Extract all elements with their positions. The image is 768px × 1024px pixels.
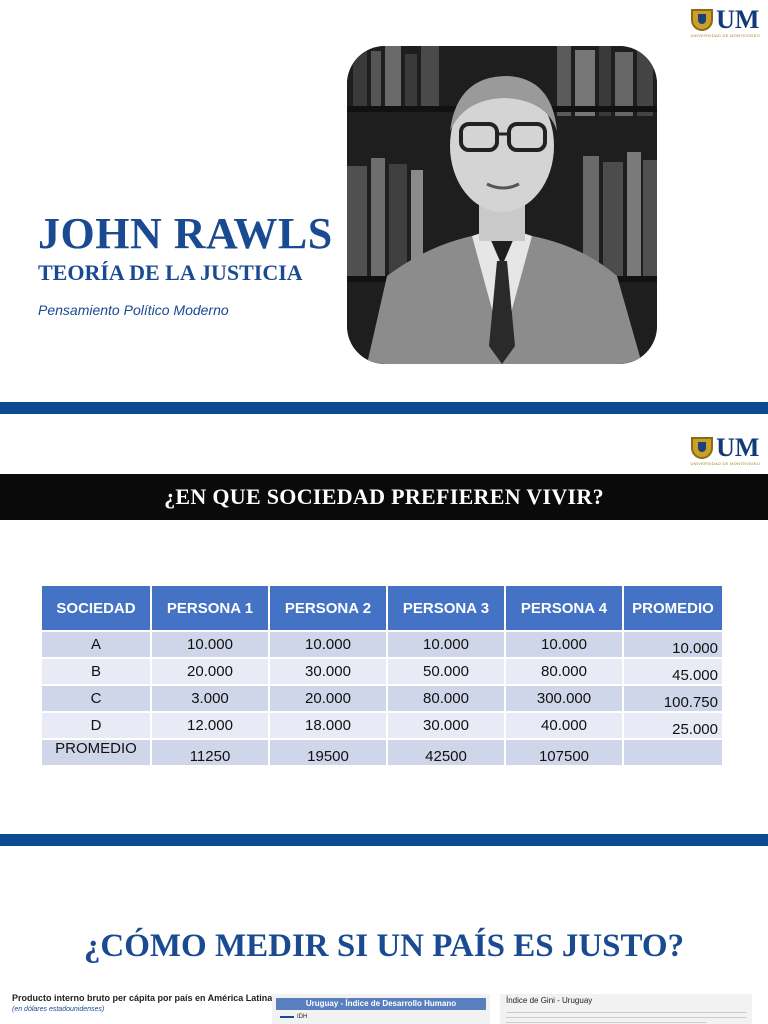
table-cell: 10.000 [388,632,504,657]
slide-society-table [0,414,768,834]
course-name: Pensamiento Político Moderno [38,302,229,318]
legend-line-icon [280,1016,294,1018]
table-row [42,632,722,657]
table-cell: 30.000 [270,659,386,684]
hdi-legend [280,1014,307,1020]
table-cell: 300.000 [506,686,622,711]
table-cell: A [42,632,150,657]
um-logo [690,5,760,38]
slide-divider [0,402,768,414]
gini-text-line [506,1022,706,1023]
table-header-row [42,586,722,630]
presentation-subtitle: TEORÍA DE LA JUSTICIA [38,260,303,285]
table-cell: 80.000 [388,686,504,711]
table-cell: 42500 [388,740,504,765]
table-cell: 45.000 [624,659,722,684]
table-cell: C [42,686,150,711]
table-row-average [42,740,722,765]
logo-subtitle: UNIVERSIDAD DE MONTEVIDEO [690,461,760,466]
table-cell: 10.000 [624,632,722,657]
table-row [42,686,722,711]
gini-text-line [506,1012,746,1013]
gini-chart-title: Índice de Gini - Uruguay [506,996,593,1005]
table-header: PERSONA 1 [152,586,268,630]
table-cell: 10.000 [152,632,268,657]
table-cell: 19500 [270,740,386,765]
slide-question: ¿CÓMO MEDIR SI UN PAÍS ES JUSTO? [83,928,685,964]
table-cell: 12.000 [152,713,268,738]
table-cell: 10.000 [270,632,386,657]
logo-text: UM [716,5,760,34]
table-row [42,659,722,684]
table-cell: 100.750 [624,686,722,711]
table-cell: D [42,713,150,738]
slide-justice-measure [0,846,768,1024]
gdp-chart-title: Producto interno bruto per cápita por país en América Latina [12,993,273,1003]
portrait-illustration [347,46,657,364]
portrait-photo [347,46,657,364]
um-logo [690,433,760,466]
table-cell: 107500 [506,740,622,765]
question-banner [0,474,768,520]
hdi-chart-title: Uruguay - Índice de Desarrollo Humano [276,998,486,1010]
table-cell: PROMEDIO [42,740,150,765]
table-cell: 50.000 [388,659,504,684]
table-header: PERSONA 3 [388,586,504,630]
table-cell: 3.000 [152,686,268,711]
table-header: PERSONA 2 [270,586,386,630]
table-header: SOCIEDAD [42,586,150,630]
logo-subtitle: UNIVERSIDAD DE MONTEVIDEO [690,33,760,38]
table-cell: 20.000 [270,686,386,711]
slide-title [0,0,768,402]
table-cell: 30.000 [388,713,504,738]
table-cell: 25.000 [624,713,722,738]
table-row [42,713,722,738]
table-cell: 18.000 [270,713,386,738]
hdi-legend-label: IDH [297,1014,308,1020]
shield-icon [691,437,713,459]
gini-text-line [506,1017,746,1018]
shield-icon [691,9,713,31]
table-header: PERSONA 4 [506,586,622,630]
table-header: PROMEDIO [624,586,722,630]
table-cell [624,740,722,765]
question-banner-text: ¿EN QUE SOCIEDAD PREFIEREN VIVIR? [164,484,604,509]
society-income-table [40,584,724,767]
presentation-title: JOHN RAWLS [38,209,333,258]
gdp-chart-subtitle: (en dólares estadounidenses) [12,1006,105,1013]
table-cell: B [42,659,150,684]
slide-divider [0,834,768,846]
table-cell: 11250 [152,740,268,765]
table-cell: 20.000 [152,659,268,684]
table-cell: 10.000 [506,632,622,657]
table-cell: 80.000 [506,659,622,684]
logo-text: UM [716,433,760,462]
table-cell: 40.000 [506,713,622,738]
